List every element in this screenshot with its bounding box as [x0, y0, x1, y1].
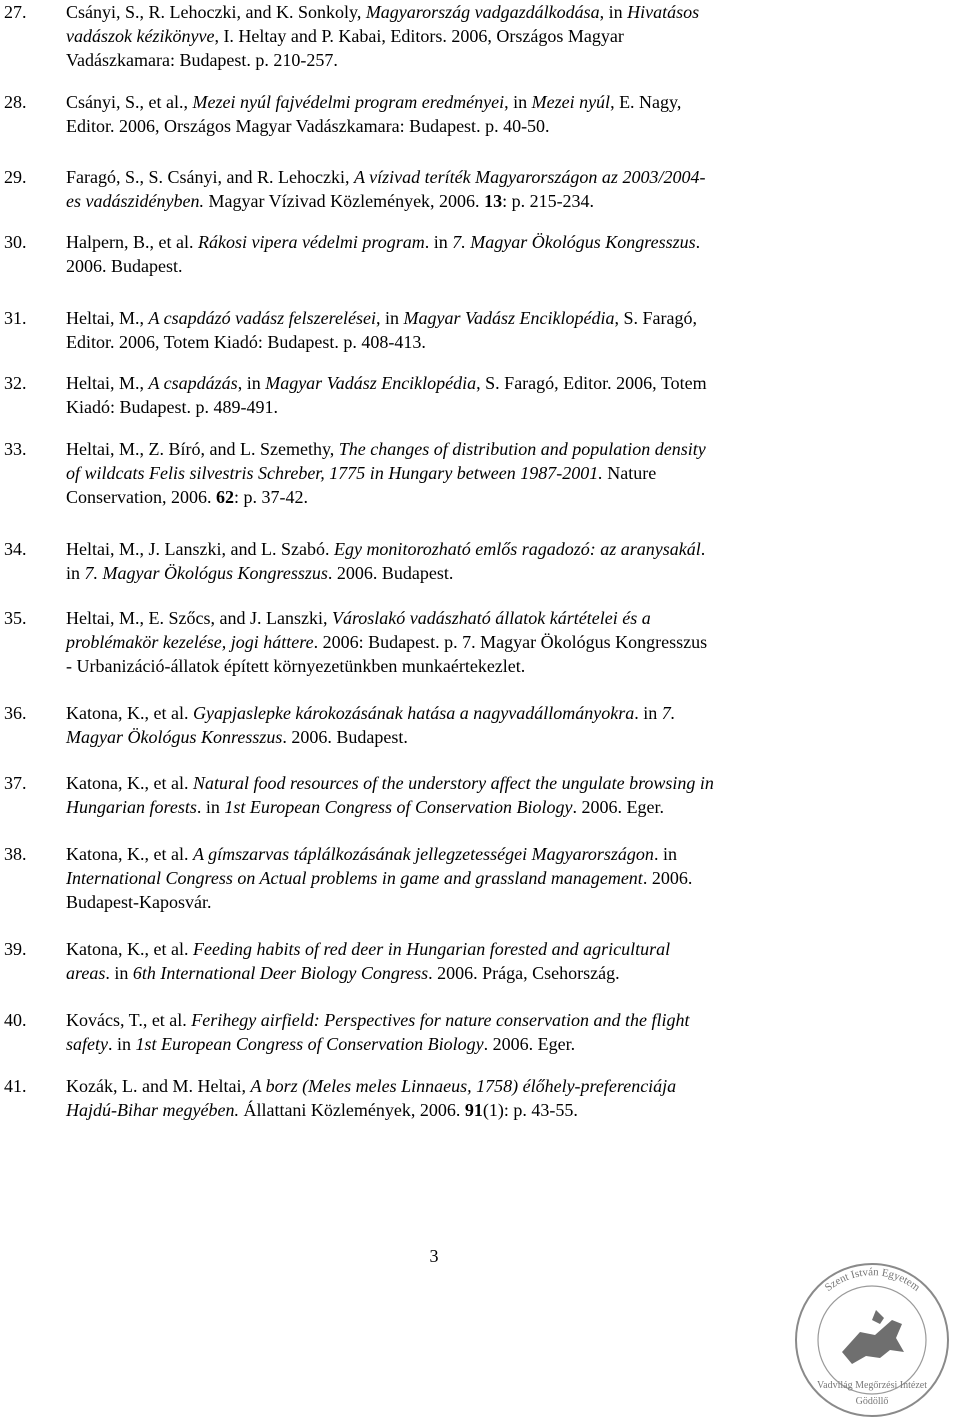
reference-line [66, 654, 866, 678]
reference-volume: 91 [464, 1100, 483, 1120]
reference-segment: Kozák, L. and M. Heltai, [66, 1076, 251, 1096]
reference-title-segment: Magyar Vadász Enciklopédia [265, 373, 477, 393]
reference-line [66, 701, 866, 725]
reference-title-segment: A borz (Meles meles Linnaeus, 1758) élőhely-preferenciája [250, 1076, 677, 1096]
reference-segment: . in [196, 797, 225, 817]
reference-text [66, 437, 866, 509]
reference-line [66, 561, 866, 585]
reference-title-segment: A vízivad teríték Magyarországon az 2003/2004- [353, 167, 706, 187]
reference-title-segment: Városlakó vadászható állatok kártételei és a [331, 608, 651, 628]
reference-text [66, 90, 866, 138]
reference-line [66, 1032, 866, 1056]
reference-segment: , in [504, 92, 532, 112]
reference-line [66, 937, 866, 961]
reference-line [66, 90, 866, 114]
reference-line [66, 306, 866, 330]
reference-title-segment: areas [66, 963, 106, 983]
reference-line [66, 114, 866, 138]
reference-text [66, 937, 866, 985]
reference-line [66, 1074, 866, 1098]
reference-segment: Nature [602, 463, 657, 483]
reference-title-segment: 6th International Deer Biology Congress [132, 963, 429, 983]
reference-line [66, 254, 866, 278]
reference-title-segment: 7. [661, 703, 676, 723]
reference-line [66, 24, 866, 48]
reference-title-segment: The changes of distribution and population density [338, 439, 706, 459]
reference-title-segment: A gímszarvas táplálkozásának jellegzetességei Magyarországon [192, 844, 654, 864]
reference-line [66, 461, 866, 485]
reference-segment: , in [599, 2, 628, 22]
reference-number: 31. [4, 308, 27, 328]
reference-segment: Faragó, S., S. Csányi, and R. Lehoczki, [66, 167, 354, 187]
reference-text [66, 537, 866, 585]
reference-number: 35. [4, 608, 27, 628]
reference-title-segment: Egy monitorozható emlős ragadozó: az aranysakál [333, 539, 701, 559]
reference-title-segment: A csapdázás [148, 373, 238, 393]
reference-title-segment: Hungarian forests [66, 797, 197, 817]
reference-line [66, 485, 866, 509]
reference-segment: Heltai, M., Z. Bíró, and L. Szemethy, [66, 439, 339, 459]
reference-title-segment: vadászok kézikönyve [66, 26, 215, 46]
reference-segment: . [700, 539, 706, 559]
reference-text [66, 1008, 866, 1056]
reference-segment: Editor. 2006, Országos Magyar Vadászkamara: Budapest. p. 40-50. [66, 116, 550, 136]
reference-segment: Vadászkamara: Budapest. p. 210-257. [66, 50, 338, 70]
reference-text [66, 230, 866, 278]
reference-title-segment: problémakör kezelése, jogi háttere [66, 632, 314, 652]
reference-segment: . in [424, 232, 453, 252]
reference-title-segment: Magyarország vadgazdálkodása [365, 2, 600, 22]
reference-segment: . in [634, 703, 662, 723]
reference-title-segment: Mezei nyúl [531, 92, 611, 112]
reference-number: 28. [4, 92, 27, 112]
reference-line [66, 395, 866, 419]
reference-segment: Kiadó: Budapest. p. 489-491. [66, 397, 278, 417]
reference-title-segment: 1st European Congress of Conservation Biology [135, 1034, 484, 1054]
page-number: 3 [429, 1246, 439, 1266]
reference-volume: 13 [484, 191, 503, 211]
reference-line [66, 189, 866, 213]
seal-top-text: Szent István Egyetem [822, 1266, 923, 1294]
reference-title-segment: of wildcats Felis silvestris Schreber, 1775 in Hungary between 1987-2001. [66, 463, 603, 483]
reference-segment: Kovács, T., et al. [66, 1010, 192, 1030]
reference-segment: . in [108, 1034, 136, 1054]
reference-segment: . 2006. [642, 868, 693, 888]
reference-number: 32. [4, 373, 27, 393]
reference-segment: (1): p. 43-55. [482, 1100, 578, 1120]
reference-line [66, 866, 866, 890]
reference-segment: . 2006. Budapest. [327, 563, 454, 583]
reference-segment: : p. 215-234. [502, 191, 595, 211]
reference-title-segment: 7. Magyar Ökológus Kongresszus [84, 563, 328, 583]
reference-segment: Csányi, S., et al., [66, 92, 193, 112]
reference-segment: Heltai, M., E. Szőcs, and J. Lanszki, [66, 608, 332, 628]
reference-title-segment: es vadászidényben. [66, 191, 204, 211]
reference-title-segment: Hivatásos [627, 2, 700, 22]
reference-number: 33. [4, 439, 27, 459]
reference-number: 27. [4, 2, 27, 22]
reference-segment: . in [105, 963, 133, 983]
reference-line [66, 0, 866, 24]
reference-line [66, 725, 866, 749]
reference-text [66, 165, 866, 213]
reference-line [66, 1098, 866, 1122]
reference-segment: Conservation, 2006. [66, 487, 216, 507]
reference-segment: Katona, K., et al. [66, 844, 193, 864]
reference-line [66, 230, 866, 254]
reference-volume: 62 [216, 487, 234, 507]
reference-segment: : p. 37-42. [234, 487, 308, 507]
reference-title-segment: 1st European Congress of Conservation Biology [224, 797, 573, 817]
reference-segment: Állattani Közlemények, 2006. [238, 1100, 465, 1120]
reference-segment: , S. Faragó, Editor. 2006, Totem [476, 373, 707, 393]
reference-segment: Katona, K., et al. [66, 703, 193, 723]
reference-number: 36. [4, 703, 27, 723]
reference-number: 30. [4, 232, 27, 252]
reference-title-segment: Gyapjaslepke károkozásának hatása a nagyvadállományokra [192, 703, 635, 723]
reference-text [66, 1074, 866, 1122]
reference-title-segment: International Congress on Actual problems in game and grassland management [66, 868, 643, 888]
reference-segment: , I. Heltay and P. Kabai, Editors. 2006, Országos Magyar [214, 26, 624, 46]
reference-segment: . 2006. Budapest. [282, 727, 408, 747]
reference-number: 34. [4, 539, 27, 559]
reference-number: 39. [4, 939, 27, 959]
reference-text [66, 606, 866, 678]
reference-segment: Editor. 2006, Totem Kiadó: Budapest. p. 408-413. [66, 332, 426, 352]
reference-line [66, 961, 866, 985]
reference-segment: , in [375, 308, 404, 328]
reference-title-segment: Hajdú-Bihar megyében. [66, 1100, 239, 1120]
reference-text [66, 306, 866, 354]
reference-line [66, 842, 866, 866]
reference-segment: , S. Faragó, [614, 308, 697, 328]
reference-segment: . 2006: Budapest. p. 7. Magyar Ökológus Kongresszus [313, 632, 708, 652]
reference-segment: Katona, K., et al. [66, 773, 193, 793]
reference-title-segment: Magyar Vadász Enciklopédia [403, 308, 615, 328]
reference-line [66, 330, 866, 354]
reference-text [66, 701, 866, 749]
reference-line [66, 890, 866, 914]
reference-line [66, 771, 866, 795]
reference-segment: Heltai, M., [66, 373, 149, 393]
reference-number: 41. [4, 1076, 27, 1096]
reference-segment: 2006. Budapest. [66, 256, 183, 276]
reference-line [66, 795, 866, 819]
reference-segment: , in [237, 373, 266, 393]
seal-animal-icon [842, 1310, 904, 1364]
reference-segment: . 2006. Prága, Csehország. [428, 963, 620, 983]
reference-segment: , E. Nagy, [610, 92, 682, 112]
reference-segment: - Urbanizáció-állatok épített környezetünkben munkaértekezlet. [66, 656, 526, 676]
seal-bottom-text: Vadvilág Megőrzési Intézet [817, 1380, 927, 1391]
reference-line [66, 437, 866, 461]
reference-line [66, 606, 866, 630]
reference-text [66, 842, 866, 914]
reference-text [66, 771, 866, 819]
reference-segment: Budapest-Kaposvár. [66, 892, 212, 912]
seal-city-text: Gödöllő [855, 1396, 889, 1407]
reference-title-segment: Mezei nyúl fajvédelmi program eredményei [192, 92, 505, 112]
reference-title-segment: Rákosi vipera védelmi program [197, 232, 425, 252]
reference-line [66, 165, 866, 189]
reference-segment: Katona, K., et al. [66, 939, 193, 959]
reference-number: 37. [4, 773, 27, 793]
reference-text [66, 0, 866, 72]
reference-number: 40. [4, 1010, 27, 1030]
reference-title-segment: A csapdázó vadász felszerelései [148, 308, 376, 328]
reference-segment: Csányi, S., R. Lehoczki, and K. Sonkoly, [66, 2, 366, 22]
reference-text [66, 371, 866, 419]
reference-title-segment: safety [66, 1034, 108, 1054]
institution-seal [780, 1240, 960, 1422]
reference-title-segment: Ferihegy airfield: Perspectives for nature conservation and the flight [191, 1010, 690, 1030]
reference-title-segment: 7. Magyar Ökológus Kongresszus [452, 232, 696, 252]
reference-line [66, 1008, 866, 1032]
reference-segment: Halpern, B., et al. [66, 232, 198, 252]
reference-number: 29. [4, 167, 27, 187]
reference-line [66, 537, 866, 561]
reference-segment: . 2006. Eger. [572, 797, 665, 817]
reference-line [66, 48, 866, 72]
reference-line [66, 630, 866, 654]
reference-segment: Heltai, M., J. Lanszki, and L. Szabó. [66, 539, 334, 559]
reference-title-segment: Feeding habits of red deer in Hungarian forested and agricultural [192, 939, 671, 959]
reference-segment: . [695, 232, 701, 252]
reference-title-segment: Magyar Ökológus Konresszus [66, 727, 283, 747]
reference-segment: in [66, 563, 85, 583]
reference-segment: Heltai, M., [66, 308, 149, 328]
reference-title-segment: Natural food resources of the understory affect the ungulate browsing in [192, 773, 714, 793]
reference-segment: . 2006. Eger. [483, 1034, 576, 1054]
reference-line [66, 371, 866, 395]
reference-number: 38. [4, 844, 27, 864]
reference-segment: . in [653, 844, 677, 864]
reference-segment: Magyar Vízivad Közlemények, 2006. [203, 191, 485, 211]
